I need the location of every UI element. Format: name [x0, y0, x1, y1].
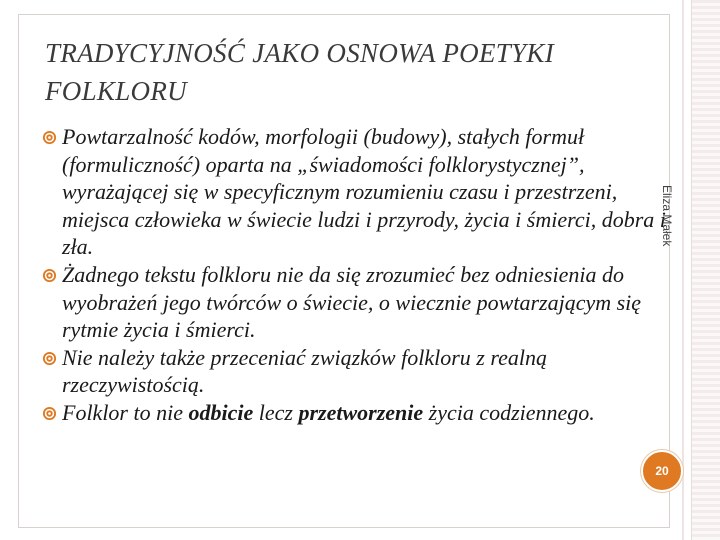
bullet-text: Żadnego tekstu folkloru nie da się zrozumieć bez odniesienia do wyobrażeń jego twórców o świecie, o wiecznie powtarzającym się rytmie życia i śmierci.: [62, 261, 642, 343]
slide-content: [42, 123, 667, 427]
bold-term-przetworzenie: przetworzenie: [298, 399, 424, 425]
slide-title: TRADYCYJNOŚĆ JAKO OSNOWA POETYKI FOLKLORU: [45, 38, 555, 106]
page-number-badge: [641, 450, 683, 492]
bullet-item: [42, 344, 667, 399]
bullet-item: [42, 123, 667, 261]
decorative-stripe: [691, 0, 720, 540]
bullet-text-part: życia codziennego.: [423, 399, 595, 425]
bullet-item: [42, 261, 667, 344]
ring-bullet-icon: [42, 406, 57, 421]
author-name: Eliza Małek: [660, 185, 674, 247]
bullet-text-part: Folklor to nie: [62, 399, 189, 425]
decorative-line: [682, 0, 684, 540]
ring-bullet-icon: [42, 130, 57, 145]
bullet-text: Powtarzalność kodów, morfologii (budowy), stałych formuł (formuliczność) oparta na „świadomości folklorystycznej”, wyrażającej się w specyficznym rozumieniu czasu i przestrzeni, miejsca człowieka w świecie ludzi i przyrody, życia i śmierci, dobra i zła.: [62, 124, 666, 260]
ring-bullet-icon: [42, 268, 57, 283]
ring-bullet-icon: [42, 351, 57, 366]
bullet-text-part: lecz: [253, 399, 299, 425]
bullet-item: [42, 399, 667, 427]
bullet-text: Nie należy także przeceniać związków folkloru z realną rzeczywistością.: [62, 344, 547, 398]
page-number: 20: [655, 464, 669, 478]
bold-term-odbicie: odbicie: [188, 399, 254, 425]
